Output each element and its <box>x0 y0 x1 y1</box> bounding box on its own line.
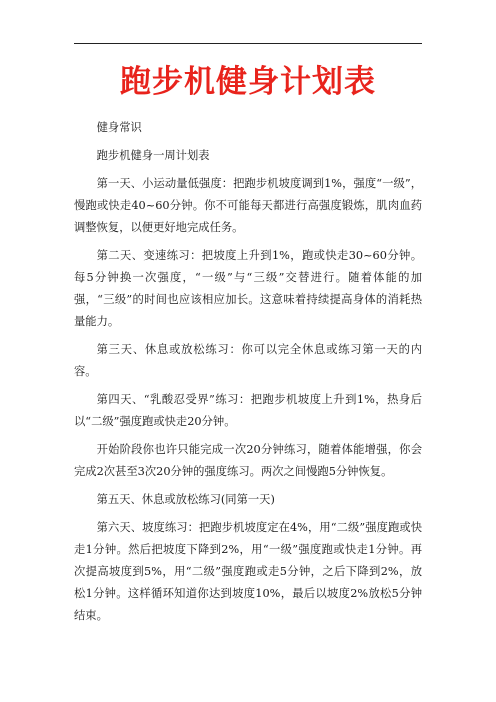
paragraph-day-2: 第二天、变速练习：把坡度上升到1%，跑或快走30~60分钟。每5分钟换一次强度，“一级”与“三级”交替进行。随着体能的加强，“三级”的时间也应该相应加长。这意味着持续提高身体的消耗热量能力。 <box>74 249 422 328</box>
paragraph-day-4: 第四天、“乳酸忍受界”练习：把跑步机坡度上升到1%，热身后以“二级”强度跑或快走20分钟。 <box>74 393 422 428</box>
paragraph-day-4-note: 开始阶段你也许只能完成一次20分钟练习，随着体能增强，你会完成2次甚至3次20分钟的强度练习。两次之间慢跑5分钟恢复。 <box>74 443 422 478</box>
header-rule <box>74 43 422 44</box>
paragraph-day-5: 第五天、休息或放松练习(同第一天) <box>96 493 275 506</box>
paragraph-section-heading: 健身常识 <box>96 121 142 134</box>
document-title: 跑步机健身计划表 <box>120 64 376 100</box>
paragraph-day-6: 第六天、坡度练习：把跑步机坡度定在4%，用“二级”强度跑或快走1分钟。然后把坡度下降到2%，用“一级”强度跑或快走1分钟。再次提高坡度到5%，用“二级”强度跑或走5分钟，之后下降到2%，放松1分钟。这样循环知道你达到坡度10%，最后以坡度2%放松5分钟结束。 <box>74 521 422 622</box>
paragraph-day-1: 第一天、小运动量低强度：把跑步机坡度调到1%，强度“一级”，慢跑或快走40~60分钟。你不可能每天都进行高强度锻炼，肌肉血药调整恢复，以便更好地完成任务。 <box>74 177 422 234</box>
paragraph-day-3: 第三天、休息或放松练习：你可以完全休息或练习第一天的内容。 <box>74 343 422 378</box>
document-body <box>74 117 422 633</box>
paragraph-plan-title: 跑步机健身一周计划表 <box>96 149 210 162</box>
